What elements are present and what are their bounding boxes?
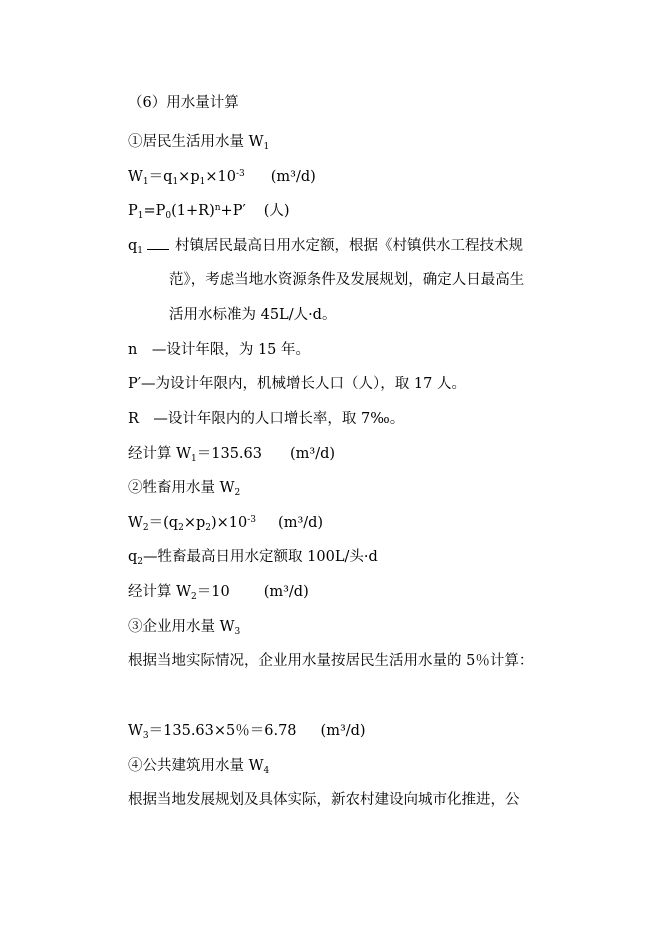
w2-result: [128, 582, 309, 602]
text-fragment: q: [128, 549, 138, 565]
text-fragment: 2: [191, 592, 197, 602]
text-fragment: 2: [142, 523, 149, 533]
unit-label: (m³/d): [270, 169, 316, 185]
text-fragment: q: [128, 238, 138, 254]
text-fragment: 2: [234, 488, 241, 498]
text-fragment: （6）用水量计算: [128, 95, 239, 111]
text-fragment: W: [128, 723, 143, 739]
w1-title: [128, 132, 269, 152]
text-fragment: 范》，考虑当地水资源条件及发展规划，确定人日最高生: [169, 272, 525, 288]
text-fragment: 1: [263, 142, 270, 152]
text-fragment: ①居民生活用水量 W: [128, 134, 264, 150]
text-fragment: P′—为设计年限内，机械增长人口（人），取 17 人。: [128, 376, 466, 392]
text-fragment: ×p: [178, 169, 200, 185]
definition-dash: [147, 239, 169, 250]
text-fragment: ＝135.63×5％＝6.78: [148, 723, 297, 739]
text-fragment: n —设计年限，为 15 年。: [128, 342, 311, 358]
w3-title: [128, 617, 240, 637]
text-fragment: ＝(q: [148, 515, 179, 531]
text-fragment: 1: [172, 177, 179, 187]
w1-formula: [128, 167, 316, 187]
unit-label: (m³/d): [278, 515, 324, 531]
text-fragment: P: [128, 203, 138, 219]
unit-label: (m³/d): [263, 584, 309, 600]
text-fragment: 活用水标准为 45L/人·d。: [169, 307, 337, 323]
w2-title: [128, 478, 240, 498]
text-fragment: ＝10: [196, 584, 230, 600]
text-fragment: ×p: [183, 515, 206, 531]
text-fragment: (1+R): [171, 203, 215, 219]
text-fragment: ×10: [205, 169, 236, 185]
text-fragment: 经计算 W: [128, 446, 192, 462]
text-fragment: 0: [165, 211, 172, 221]
w4-title: [128, 756, 269, 776]
text-fragment: 2: [205, 523, 211, 533]
text-fragment: n: [214, 203, 221, 213]
text-fragment: 经计算 W: [128, 584, 192, 600]
text-fragment: W: [128, 169, 143, 185]
w2-formula: [128, 513, 323, 533]
text-fragment: ＝q: [148, 169, 173, 185]
unit-label: (m³/d): [290, 446, 336, 462]
text-fragment: 3: [142, 731, 149, 741]
text-fragment: —牲畜最高日用水定额取 100L/头·d: [143, 549, 378, 565]
q1-definition-line-2: [169, 270, 524, 290]
n-definition: [128, 340, 310, 360]
text-fragment: 1: [199, 177, 206, 187]
text-fragment: 2: [178, 523, 184, 533]
text-fragment: ④公共建筑用水量 W: [128, 758, 264, 774]
text-fragment: 1: [137, 246, 144, 256]
text-fragment: -3: [235, 169, 245, 179]
text-fragment: 1: [191, 454, 197, 464]
unit-label: (m³/d): [320, 723, 366, 739]
text-fragment: ＝135.63: [196, 446, 262, 462]
text-fragment: 1: [142, 177, 149, 187]
text-fragment: 根据当地发展规划及具体实际，新农村建设向城市化推进，公: [128, 792, 520, 808]
p1-formula: [128, 201, 290, 221]
w1-result: [128, 444, 335, 464]
text-fragment: 村镇居民最高日用水定额，根据《村镇供水工程技术规: [175, 238, 524, 254]
q1-definition-line-3: [169, 305, 336, 325]
r-definition: [128, 409, 404, 429]
text-fragment: -3: [247, 515, 257, 525]
text-fragment: 根据当地实际情况，企业用水量按居民生活用水量的 5％计算：: [128, 653, 534, 669]
text-fragment: W: [128, 515, 143, 531]
text-fragment: ③企业用水量 W: [128, 619, 235, 635]
text-fragment: )×10: [211, 515, 248, 531]
text-fragment: ②牲畜用水量 W: [128, 480, 235, 496]
unit-label: (人): [263, 203, 290, 219]
q2-definition: [128, 547, 378, 567]
w4-basis: [128, 790, 520, 810]
p-prime-definition: [128, 374, 466, 394]
text-fragment: 2: [137, 557, 144, 567]
w3-basis: [128, 651, 533, 671]
text-fragment: 1: [137, 211, 144, 221]
text-fragment: 4: [263, 766, 270, 776]
text-fragment: =P: [143, 203, 166, 219]
text-fragment: R —设计年限内的人口增长率，取 7‰。: [128, 411, 405, 427]
w3-formula: [128, 721, 366, 741]
text-fragment: 3: [234, 627, 241, 637]
section-heading: [128, 93, 239, 113]
q1-definition: [128, 236, 523, 256]
text-fragment: +P′: [220, 203, 246, 219]
